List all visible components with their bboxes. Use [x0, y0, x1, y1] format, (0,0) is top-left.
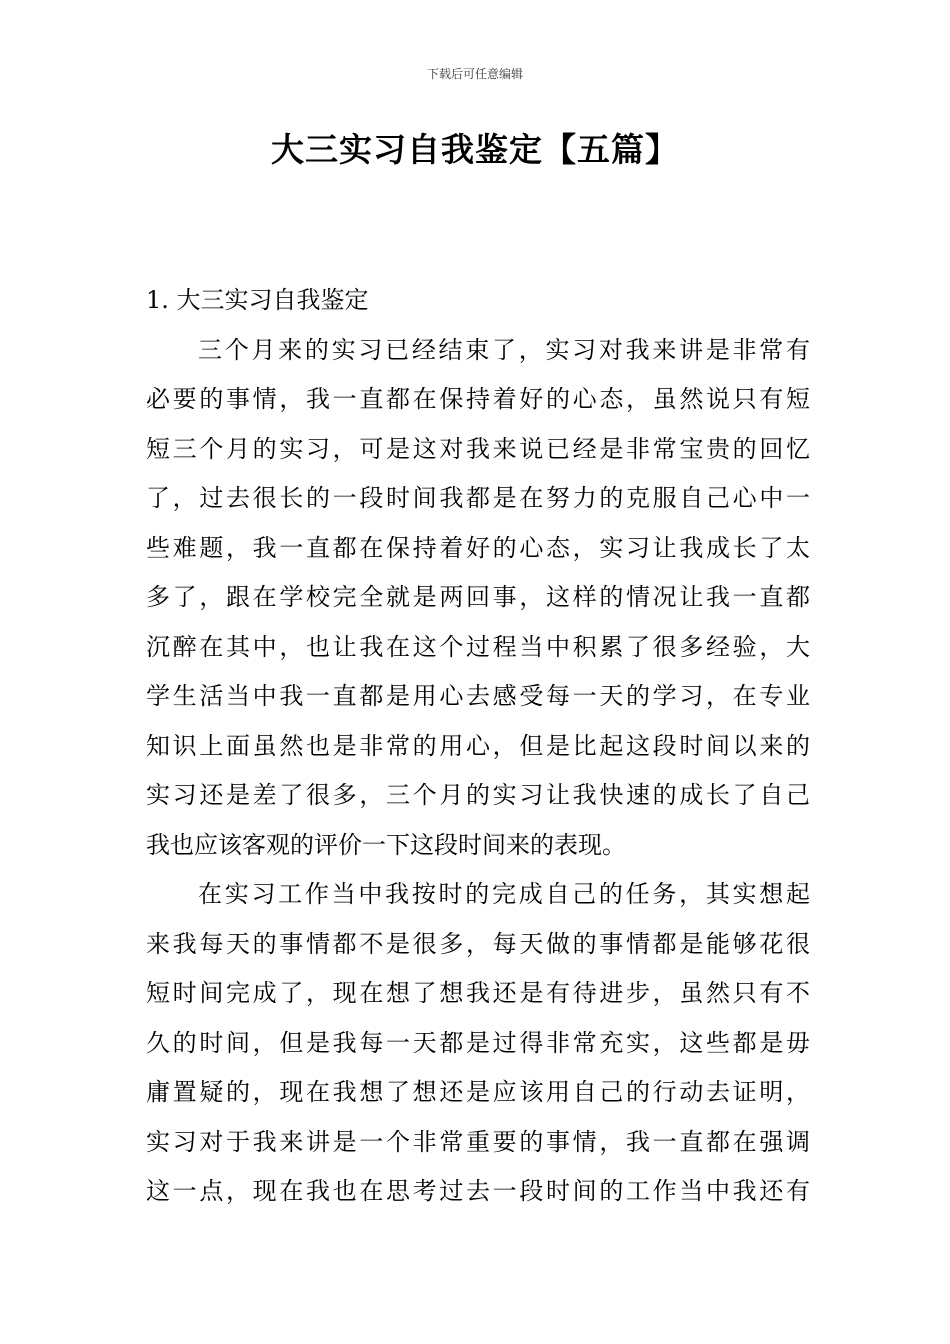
- paragraph-line: 庸置疑的，现在我想了想还是应该用自己的行动去证明，: [146, 1078, 810, 1106]
- paragraph-line: 实习对于我来讲是一个非常重要的事情，我一直都在强调: [146, 1127, 810, 1156]
- paragraph-line: 久的时间，但是我每一天都是过得非常充实，这些都是毋: [146, 1028, 810, 1057]
- document-body: [146, 276, 810, 1217]
- paragraph-line: 来我每天的事情都不是很多，每天做的事情都是能够花很: [146, 929, 810, 958]
- section-heading: 1. 大三实习自我鉴定: [146, 286, 369, 314]
- paragraph-line: 知识上面虽然也是非常的用心，但是比起这段时间以来的: [146, 731, 810, 760]
- paragraph-line: 学生活当中我一直都是用心去感受每一天的学习，在专业: [146, 682, 810, 710]
- paragraph-line: 了，过去很长的一段时间我都是在努力的克服自己心中一: [146, 484, 810, 512]
- paragraph-line: 实习还是差了很多，三个月的实习让我快速的成长了自己: [146, 781, 810, 809]
- paragraph-line: 在实习工作当中我按时的完成自己的任务，其实想起: [198, 880, 810, 908]
- paragraph-2: [146, 870, 810, 1217]
- paragraph-line: 这一点，现在我也在思考过去一段时间的工作当中我还有: [146, 1177, 810, 1205]
- paragraph-line: 我也应该客观的评价一下这段时间来的表现。: [146, 830, 626, 859]
- paragraph-line: 沉醉在其中，也让我在这个过程当中积累了很多经验，大: [146, 632, 810, 661]
- paragraph-line: 短时间完成了，现在想了想我还是有待进步，虽然只有不: [146, 979, 810, 1007]
- paragraph-line: 些难题，我一直都在保持着好的心态，实习让我成长了太: [146, 533, 810, 562]
- paragraph-line: 多了，跟在学校完全就是两回事，这样的情况让我一直都: [146, 583, 810, 611]
- paragraph-line: 短三个月的实习，可是这对我来说已经是非常宝贵的回忆: [146, 434, 810, 463]
- paragraph-1: [146, 326, 810, 871]
- document-title: 大三实习自我鉴定【五篇】: [271, 130, 679, 169]
- paragraph-line: 三个月来的实习已经结束了，实习对我来讲是非常有: [198, 335, 810, 364]
- running-header: 下载后可任意编辑: [426, 67, 523, 81]
- paragraph-line: 必要的事情，我一直都在保持着好的心态，虽然说只有短: [146, 385, 810, 413]
